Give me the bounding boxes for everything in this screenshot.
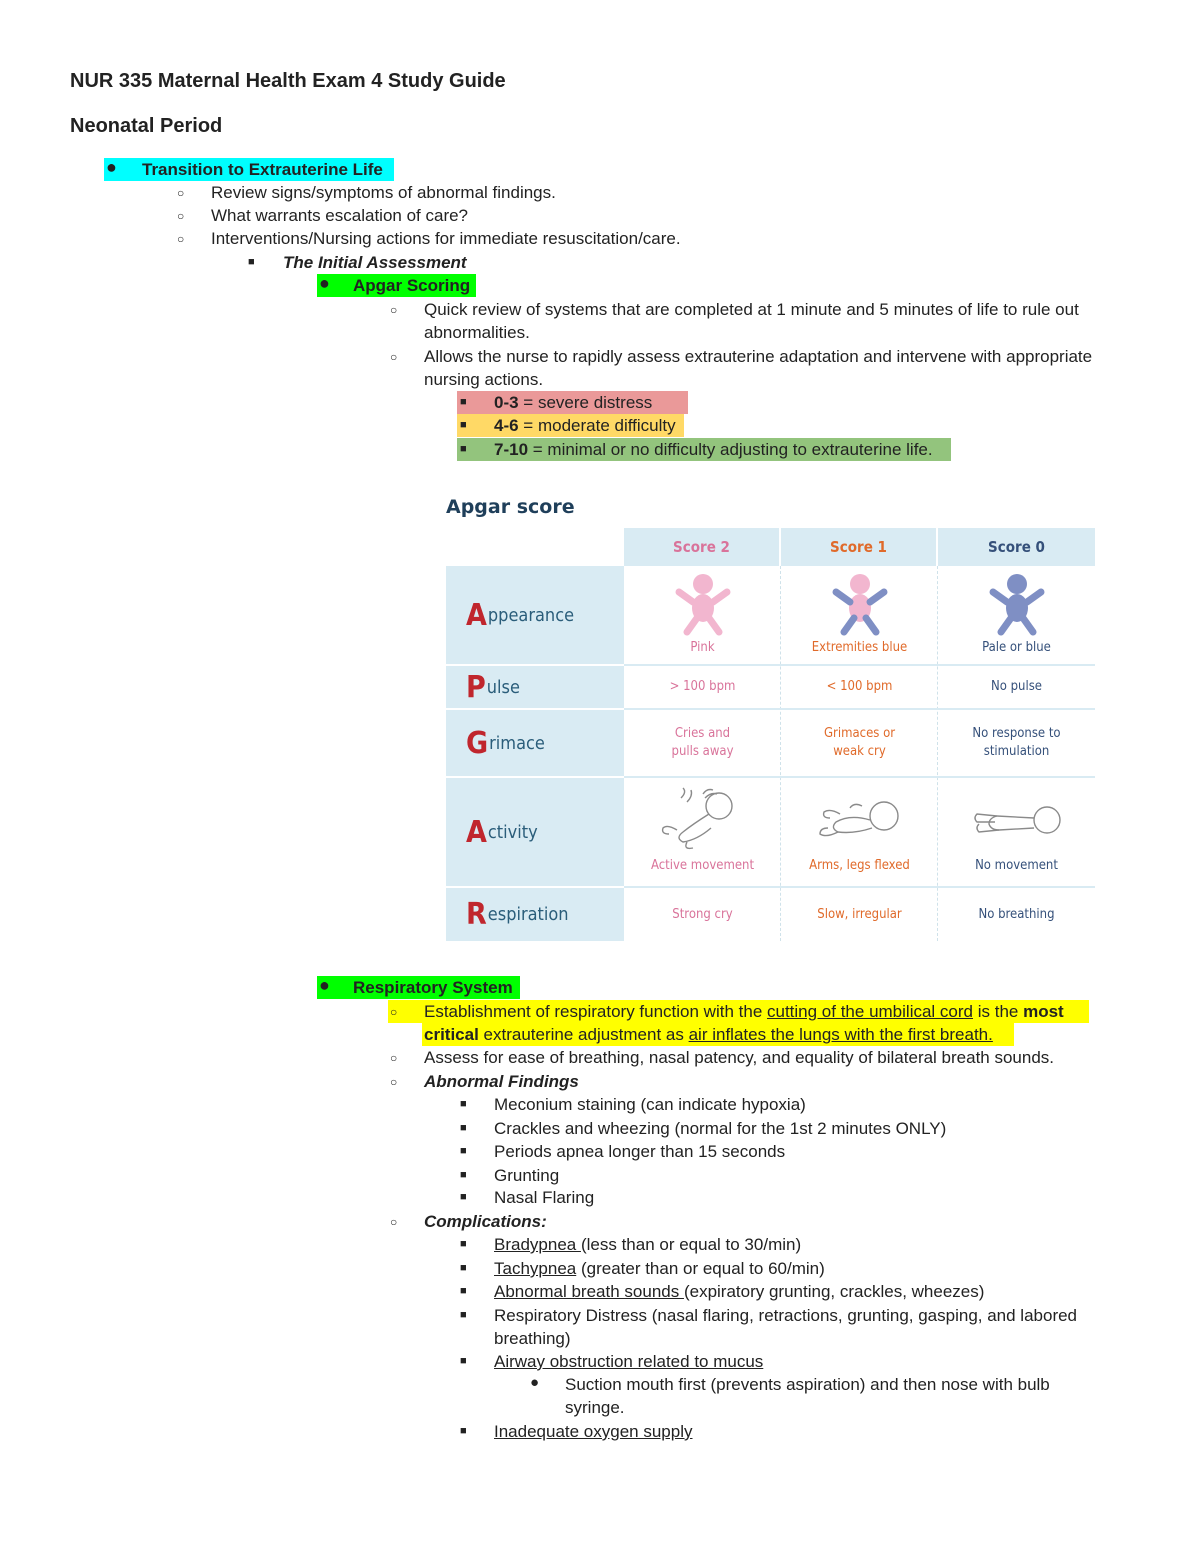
apgar-figure-title: Apgar score xyxy=(446,496,575,518)
ring-bullet-icon: ○ xyxy=(390,1075,398,1089)
square-bullet-icon: ■ xyxy=(460,1145,467,1157)
blue-extremities-baby-icon xyxy=(830,572,890,636)
grimace-score-0: No response to stimulation xyxy=(972,726,1061,759)
active-baby-icon xyxy=(653,784,753,854)
transition-item: What warrants escalation of care? xyxy=(211,206,469,225)
ring-bullet-icon: ○ xyxy=(390,350,398,364)
activity-score-2 xyxy=(624,778,781,886)
apgar-score-figure xyxy=(440,488,1100,948)
square-bullet-icon: ■ xyxy=(460,1238,467,1250)
square-bullet-icon: ■ xyxy=(460,1122,467,1134)
square-bullet-icon: ■ xyxy=(460,1355,467,1367)
pulse-score-0: No pulse xyxy=(991,679,1042,694)
transition-item: Interventions/Nursing actions for immediate resuscitation/care. xyxy=(211,229,681,248)
appearance-pale-label: Pale or blue xyxy=(982,640,1051,655)
respiratory-establishment: Establishment of respiratory function with the cutting of the umbilical cord is the most critical extrauterine adjustment as air inflates the lungs with the first breath. xyxy=(424,1002,1064,1044)
complication-abnormal-breath-sounds: Abnormal breath sounds (expiratory grunting, crackles, wheezes) xyxy=(494,1282,985,1301)
header-score-2: Score 2 xyxy=(624,528,779,566)
abnormal-finding-item: Nasal Flaring xyxy=(494,1188,595,1207)
square-bullet-icon: ■ xyxy=(460,419,467,431)
complication-inadequate-oxygen: Inadequate oxygen supply xyxy=(494,1422,693,1441)
abnormal-finding-item: Periods apnea longer than 15 seconds xyxy=(494,1142,786,1161)
square-bullet-icon: ■ xyxy=(460,1169,467,1181)
activity-none-label: No movement xyxy=(975,858,1058,873)
flexed-baby-icon xyxy=(810,784,910,854)
activity-flexed-label: Arms, legs flexed xyxy=(809,858,910,873)
transition-heading: Transition to Extrauterine Life xyxy=(142,160,383,179)
grimace-score-2: Cries and pulls away xyxy=(671,726,734,759)
ring-bullet-icon: ○ xyxy=(390,303,398,317)
square-bullet-icon: ■ xyxy=(460,396,467,408)
pink-baby-icon xyxy=(673,572,733,636)
ring-bullet-icon: ○ xyxy=(390,1005,398,1019)
row-label-grimace: G rimace xyxy=(446,710,624,776)
suction-instruction: Suction mouth first (prevents aspiration) and then nose with bulb syringe. xyxy=(565,1375,1050,1417)
square-bullet-icon: ■ xyxy=(460,1191,467,1203)
bullet-icon: ● xyxy=(319,975,330,995)
bullet-icon: ● xyxy=(319,273,330,293)
activity-score-0 xyxy=(938,778,1095,886)
appearance-pink-label: Pink xyxy=(690,640,715,655)
appearance-score-2 xyxy=(624,566,781,664)
square-bullet-icon: ■ xyxy=(460,1098,467,1110)
initial-assessment-heading: The Initial Assessment xyxy=(283,253,467,272)
bullet-icon: ● xyxy=(530,1374,540,1391)
respiration-score-1: Slow, irregular xyxy=(817,906,902,922)
activity-score-1 xyxy=(781,778,938,886)
square-bullet-icon: ■ xyxy=(248,256,255,268)
ring-bullet-icon: ○ xyxy=(390,1215,398,1229)
row-label-pulse: P ulse xyxy=(446,666,624,708)
ring-bullet-icon: ○ xyxy=(177,232,185,246)
transition-item: Review signs/symptoms of abnormal findings. xyxy=(211,183,556,202)
complication-bradypnea: Bradypnea (less than or equal to 30/min) xyxy=(494,1235,802,1254)
document-title: NUR 335 Maternal Health Exam 4 Study Guide xyxy=(70,70,506,92)
square-bullet-icon: ■ xyxy=(460,1285,467,1297)
grimace-score-1: Grimaces or weak cry xyxy=(823,726,896,759)
apgar-range-minimal: 7-10 = minimal or no difficulty adjusting to extrauterine life. xyxy=(494,440,933,459)
respiratory-heading: Respiratory System xyxy=(353,978,513,997)
limp-baby-icon xyxy=(967,784,1067,854)
complication-tachypnea: Tachypnea (greater than or equal to 60/min) xyxy=(494,1259,825,1278)
pulse-score-2: > 100 bpm xyxy=(669,679,736,694)
row-label-respiration: R espiration xyxy=(446,888,624,941)
ring-bullet-icon: ○ xyxy=(390,1051,398,1065)
square-bullet-icon: ■ xyxy=(460,1425,467,1437)
row-label-appearance: A ppearance xyxy=(446,566,624,664)
complication-respiratory-distress: Respiratory Distress (nasal flaring, retractions, grunting, gasping, and labored breathing) xyxy=(494,1306,1078,1348)
pulse-score-1: < 100 bpm xyxy=(826,679,893,694)
blue-baby-icon xyxy=(987,572,1047,636)
ring-bullet-icon: ○ xyxy=(177,209,185,223)
apgar-range-severe: 0-3 = severe distress xyxy=(494,393,653,412)
square-bullet-icon: ■ xyxy=(460,1262,467,1274)
bullet-icon: ● xyxy=(106,157,117,177)
activity-active-label: Active movement xyxy=(650,858,755,873)
respiratory-assess: Assess for ease of breathing, nasal patency, and equality of bilateral breath sounds. xyxy=(424,1048,1055,1067)
abnormal-finding-item: Meconium staining (can indicate hypoxia) xyxy=(494,1095,806,1114)
row-label-activity: A ctivity xyxy=(446,778,624,886)
square-bullet-icon: ■ xyxy=(460,1309,467,1321)
abnormal-findings-heading: Abnormal Findings xyxy=(424,1072,579,1091)
respiration-score-2: Strong cry xyxy=(672,906,733,922)
header-score-1: Score 1 xyxy=(781,528,936,566)
appearance-score-0 xyxy=(938,566,1095,664)
square-bullet-icon: ■ xyxy=(460,443,467,455)
appearance-extremities-label: Extremities blue xyxy=(811,640,908,655)
header-score-0: Score 0 xyxy=(938,528,1095,566)
abnormal-finding-item: Crackles and wheezing (normal for the 1st 2 minutes ONLY) xyxy=(494,1119,947,1138)
section-title: Neonatal Period xyxy=(70,115,223,137)
apgar-item: Allows the nurse to rapidly assess extrauterine adaptation and intervene with appropriate nursing actions. xyxy=(424,347,1093,389)
apgar-heading: Apgar Scoring xyxy=(353,276,471,295)
respiration-score-0: No breathing xyxy=(978,906,1055,922)
complication-airway-obstruction: Airway obstruction related to mucus xyxy=(494,1352,764,1371)
ring-bullet-icon: ○ xyxy=(177,186,185,200)
complications-heading: Complications: xyxy=(424,1212,547,1231)
apgar-item: Quick review of systems that are completed at 1 minute and 5 minutes of life to rule out abnormalities. xyxy=(424,300,1079,342)
apgar-range-moderate: 4-6 = moderate difficulty xyxy=(494,416,676,435)
appearance-score-1 xyxy=(781,566,938,664)
abnormal-finding-item: Grunting xyxy=(494,1166,560,1185)
